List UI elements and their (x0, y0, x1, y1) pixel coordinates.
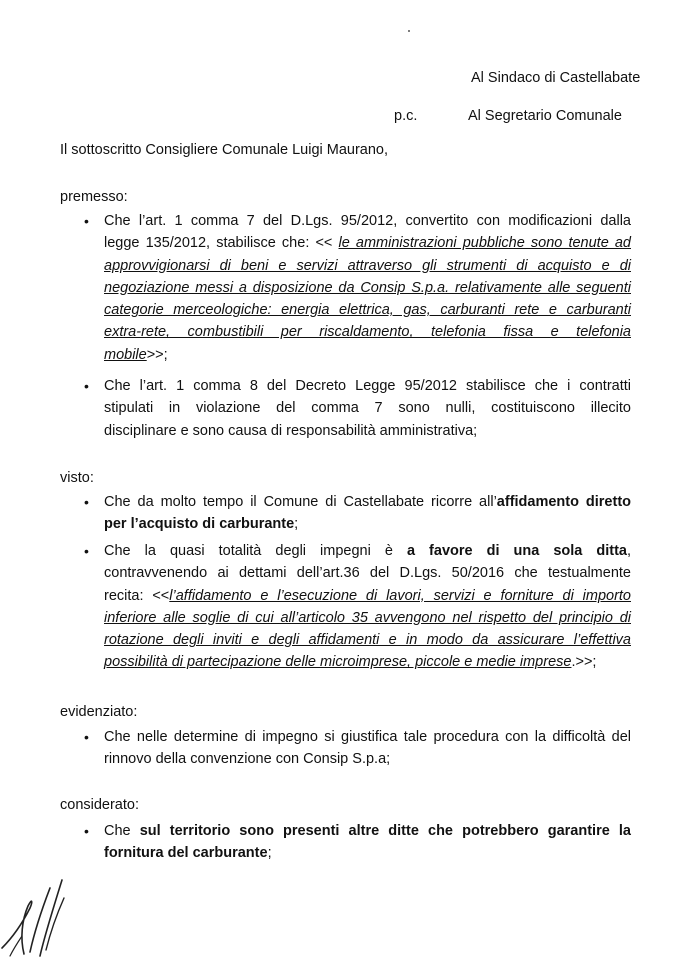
recipient-secretary: Al Segretario Comunale (468, 108, 622, 124)
section-label-evidenziato: evidenziato: (60, 704, 138, 720)
bullet-icon: • (84, 543, 89, 559)
section-label-visto: visto: (60, 470, 94, 486)
visto-item-1: Che da molto tempo il Comune di Castellabate ricorre all’affidamento diretto per l’acquisto di carburante; (104, 494, 632, 533)
section-label-premesso: premesso: (60, 189, 128, 205)
handwritten-signature (0, 868, 90, 960)
bullet-icon: • (84, 213, 89, 229)
intro-line: Il sottoscritto Consigliere Comunale Luigi Maurano, (60, 142, 389, 158)
bullet-icon: • (84, 494, 89, 510)
considerato-item-1: Che sul territorio sono presenti altre ditte che potrebbero garantire la fornitura del carburante; (104, 823, 631, 862)
scan-speck (408, 30, 410, 32)
bullet-icon: • (84, 378, 89, 394)
premesso-item-1: Che l’art. 1 comma 7 del D.Lgs. 95/2012, convertito con modificazioni dalla legge 135/2012, stabilisce che: << le amministrazioni pubbliche sono tenute ad approvvigionarsi di beni e servizi attraverso gli strumenti di acquisto e di negoziazione messi a disposizione da Consip S.p.a. relativamente alle seguenti categorie merceologiche: energia elettrica, gas, carburanti rete e carburanti extra-rete, combustibili per riscaldamento, telefonia fissa e telefonia mobile>>; (104, 213, 631, 363)
section-label-considerato: considerato: (60, 797, 139, 813)
cc-label: p.c. (394, 108, 418, 124)
bullet-icon: • (84, 729, 89, 745)
visto-item-2: Che la quasi totalità degli impegni è a favore di una sola ditta, contravvenendo ai dettami dell’art.36 del D.Lgs. 50/2016 che testualmente recita: <<l’affidamento e l’esecuzione di lavori, servizi e forniture di importo inferiore alle soglie di cui all’articolo 35 avvengono nel rispetto del principio di rotazione degli inviti e degli affidamenti e in modo da assicurare l’effettiva possibilità di partecipazione delle microimprese, piccole e medie imprese.>>; (104, 543, 631, 671)
premesso-item-2: Che l’art. 1 comma 8 del Decreto Legge 95/2012 stabilisce che i contratti stipulati in violazione del comma 7 sono nulli, costituiscono illecito disciplinare e sono causa di responsabilità amministrativa; (104, 378, 631, 439)
recipient-mayor: Al Sindaco di Castellabate (471, 70, 641, 86)
bullet-icon: • (84, 823, 89, 839)
evidenziato-item-1: Che nelle determine di impegno si giustifica tale procedura con la difficoltà del rinnovo della convenzione con Consip S.p.a; (104, 729, 631, 768)
